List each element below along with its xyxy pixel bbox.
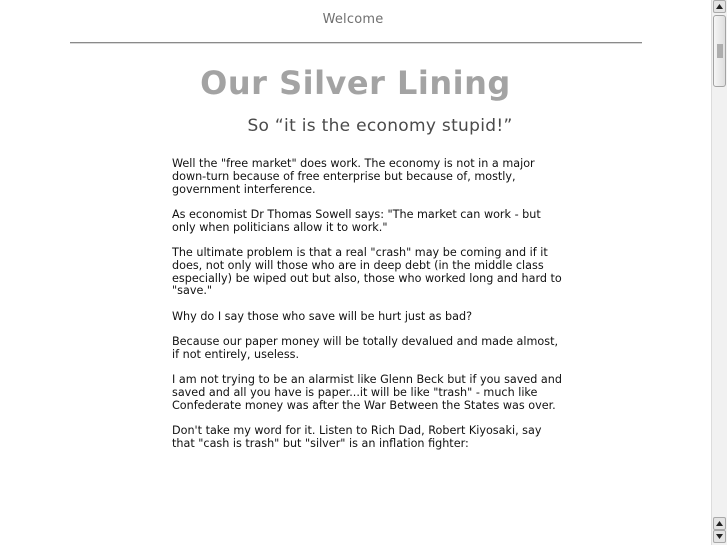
header-divider	[70, 42, 642, 44]
page-subtitle: So “it is the economy stupid!”	[247, 116, 513, 136]
welcome-link[interactable]: Welcome	[322, 12, 384, 27]
arrow-up-icon	[716, 521, 723, 526]
article-paragraph: Because our paper money will be totally devalued and made almost, if not entirely, useless.	[172, 334, 559, 361]
site-title: Our Silver Lining	[200, 64, 511, 102]
arrow-up-icon	[716, 4, 723, 9]
article-paragraph: As economist Dr Thomas Sowell says: "The market can work - but only when politicians allow it to work."	[172, 207, 541, 234]
article-body	[172, 158, 564, 463]
grip-icon	[717, 44, 723, 58]
scroll-down-button[interactable]	[713, 530, 726, 543]
arrow-down-icon	[716, 534, 723, 539]
vertical-scrollbar[interactable]	[711, 0, 727, 545]
scroll-up-button[interactable]	[713, 0, 726, 13]
article-paragraph: Why do I say those who save will be hurt just as bad?	[172, 309, 473, 323]
article-paragraph: I am not trying to be an alarmist like Glenn Beck but if you saved and saved and all you have is paper...it will be like "trash" - much like Confederate money was after the War Between the States was over.	[172, 373, 562, 412]
article-paragraph: Don't take my word for it. Listen to Rich Dad, Robert Kiyosaki, say that "cash is trash" but "silver" is an inflation fighter:	[172, 423, 542, 450]
scroll-up-button-lower[interactable]	[713, 517, 726, 530]
scrollbar-thumb[interactable]	[713, 15, 726, 87]
article-paragraph: Well the "free market" does work. The economy is not in a major down-turn because of free enterprise but because of, mostly, government interference.	[172, 157, 535, 196]
article-paragraph: The ultimate problem is that a real "crash" may be coming and if it does, not only will those who are in deep debt (in the middle class especially) be wiped out but also, those who worked long and hard to "save."	[172, 245, 562, 298]
